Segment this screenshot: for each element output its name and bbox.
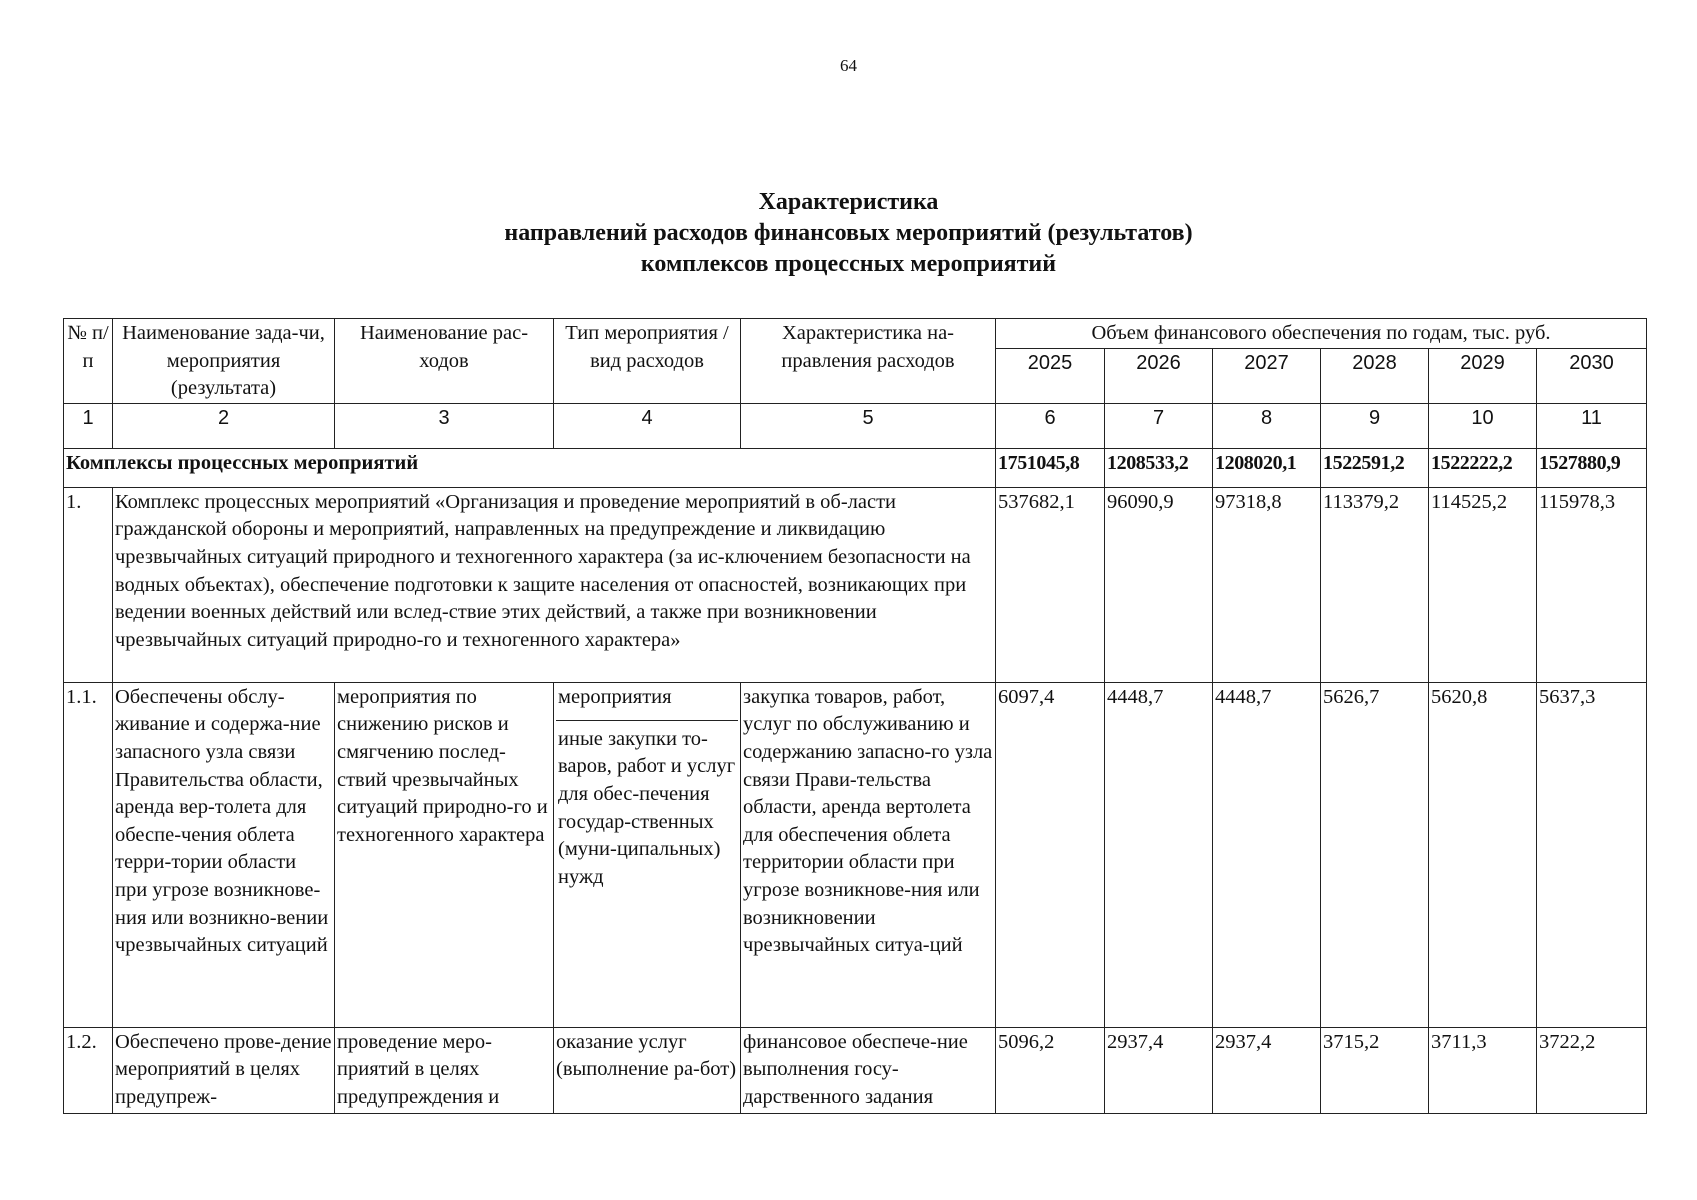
column-number: 1 — [64, 403, 113, 448]
row-value: 3711,3 — [1429, 1027, 1537, 1113]
title-line-3: комплексов процессных мероприятий — [640, 251, 1057, 277]
row-characteristic: финансовое обеспече-ние выполнения госу-дарственного задания — [741, 1027, 996, 1113]
section-label: Комплексы процессных мероприятий — [64, 448, 996, 487]
column-number: 4 — [554, 403, 741, 448]
header-year: 2028 — [1321, 349, 1429, 404]
column-number: 10 — [1429, 403, 1537, 448]
column-number: 7 — [1105, 403, 1213, 448]
header-year: 2025 — [996, 349, 1105, 404]
header-row-1 — [64, 319, 1647, 349]
row-expense-name: проведение меро-приятий в целях предупреждения и — [335, 1027, 554, 1113]
column-number: 11 — [1537, 403, 1647, 448]
column-number: 3 — [335, 403, 554, 448]
row-value: 6097,4 — [996, 682, 1105, 1027]
header-year: 2030 — [1537, 349, 1647, 404]
section-value: 1522222,2 — [1429, 448, 1537, 487]
row-type-bottom: иные закупки то-варов, работ и услуг для обес-печения государ-ственных (муни-ципальных) нужд — [558, 727, 736, 888]
header-funding: Объем финансового обеспечения по годам, тыс. руб. — [996, 319, 1647, 349]
section-value: 1208533,2 — [1105, 448, 1213, 487]
expenses-table — [63, 318, 1647, 1114]
row-value: 537682,1 — [996, 487, 1105, 682]
header-task: Наименование зада-чи, мероприятия (результата) — [113, 319, 335, 404]
row-value: 113379,2 — [1321, 487, 1429, 682]
section-value: 1208020,1 — [1213, 448, 1321, 487]
table-row — [64, 487, 1647, 682]
row-value: 96090,9 — [1105, 487, 1213, 682]
row-value: 5096,2 — [996, 1027, 1105, 1113]
row-value: 4448,7 — [1213, 682, 1321, 1027]
document-title — [0, 187, 1697, 280]
row-value: 4448,7 — [1105, 682, 1213, 1027]
title-line-1: Характеристика — [758, 189, 939, 215]
row-value: 5637,3 — [1537, 682, 1647, 1027]
row-value: 3722,2 — [1537, 1027, 1647, 1113]
row-value: 114525,2 — [1429, 487, 1537, 682]
row-value: 115978,3 — [1537, 487, 1647, 682]
header-year: 2029 — [1429, 349, 1537, 404]
section-value: 1527880,9 — [1537, 448, 1647, 487]
row-value: 2937,4 — [1213, 1027, 1321, 1113]
row-value: 2937,4 — [1105, 1027, 1213, 1113]
row-type-top: мероприятия — [556, 683, 738, 721]
header-year: 2026 — [1105, 349, 1213, 404]
row-value: 97318,8 — [1213, 487, 1321, 682]
row-expense-name: мероприятия по снижению рисков и смягчению послед-ствий чрезвычайных ситуаций природно-го и техногенного характера — [335, 682, 554, 1027]
header-year: 2027 — [1213, 349, 1321, 404]
row-characteristic: закупка товаров, работ, услуг по обслуживанию и содержанию запасно-го узла связи Прави-тельства области, аренда вертолета для обеспечения облета территории области при угрозе возникнове-ния или возникновении чрезвычайных ситуа-ций — [741, 682, 996, 1027]
row-type: оказание услуг (выполнение ра-бот) — [554, 1027, 741, 1113]
page-number: 64 — [840, 56, 857, 75]
row-num: 1. — [64, 487, 113, 682]
column-number: 6 — [996, 403, 1105, 448]
row-task: Обеспечено прове-дение мероприятий в целях предупреж- — [113, 1027, 335, 1113]
row-task: Обеспечены обслу-живание и содержа-ние запасного узла связи Правительства области, аренда вер-толета для обеспе-чения облета терри-тории области при угрозе возникнове-ния или возникно-вении чрезвычайных ситуаций — [113, 682, 335, 1027]
column-number: 5 — [741, 403, 996, 448]
complex-description: Комплекс процессных мероприятий «Организация и проведение мероприятий в об-ласти гражданской обороны и мероприятий, направленных на предупреждение и ликвидацию чрезвычайных ситуаций природного и техногенного характера (за ис-ключением безопасности на водных объектах), обеспечение подготовки к защите населения от опасностей, возникающих при ведении военных действий или вслед-ствие этих действий, а также при возникновении чрезвычайных ситуаций природно-го и техногенного характера» — [113, 487, 996, 682]
column-number: 8 — [1213, 403, 1321, 448]
row-value: 5626,7 — [1321, 682, 1429, 1027]
section-value: 1522591,2 — [1321, 448, 1429, 487]
header-num: № п/п — [64, 319, 113, 404]
header-type: Тип мероприятия / вид расходов — [554, 319, 741, 404]
title-line-2: направлений расходов финансовых мероприятий (результатов) — [504, 220, 1193, 246]
header-expense-name: Наименование рас-ходов — [335, 319, 554, 404]
section-value: 1751045,8 — [996, 448, 1105, 487]
row-value: 5620,8 — [1429, 682, 1537, 1027]
header-characteristic: Характеристика на-правления расходов — [741, 319, 996, 404]
row-type — [554, 682, 741, 1027]
row-num: 1.2. — [64, 1027, 113, 1113]
table-row — [64, 682, 1647, 1027]
row-value: 3715,2 — [1321, 1027, 1429, 1113]
column-number: 9 — [1321, 403, 1429, 448]
section-total-row — [64, 448, 1647, 487]
column-number-row — [64, 403, 1647, 448]
row-num: 1.1. — [64, 682, 113, 1027]
table-row — [64, 1027, 1647, 1113]
column-number: 2 — [113, 403, 335, 448]
